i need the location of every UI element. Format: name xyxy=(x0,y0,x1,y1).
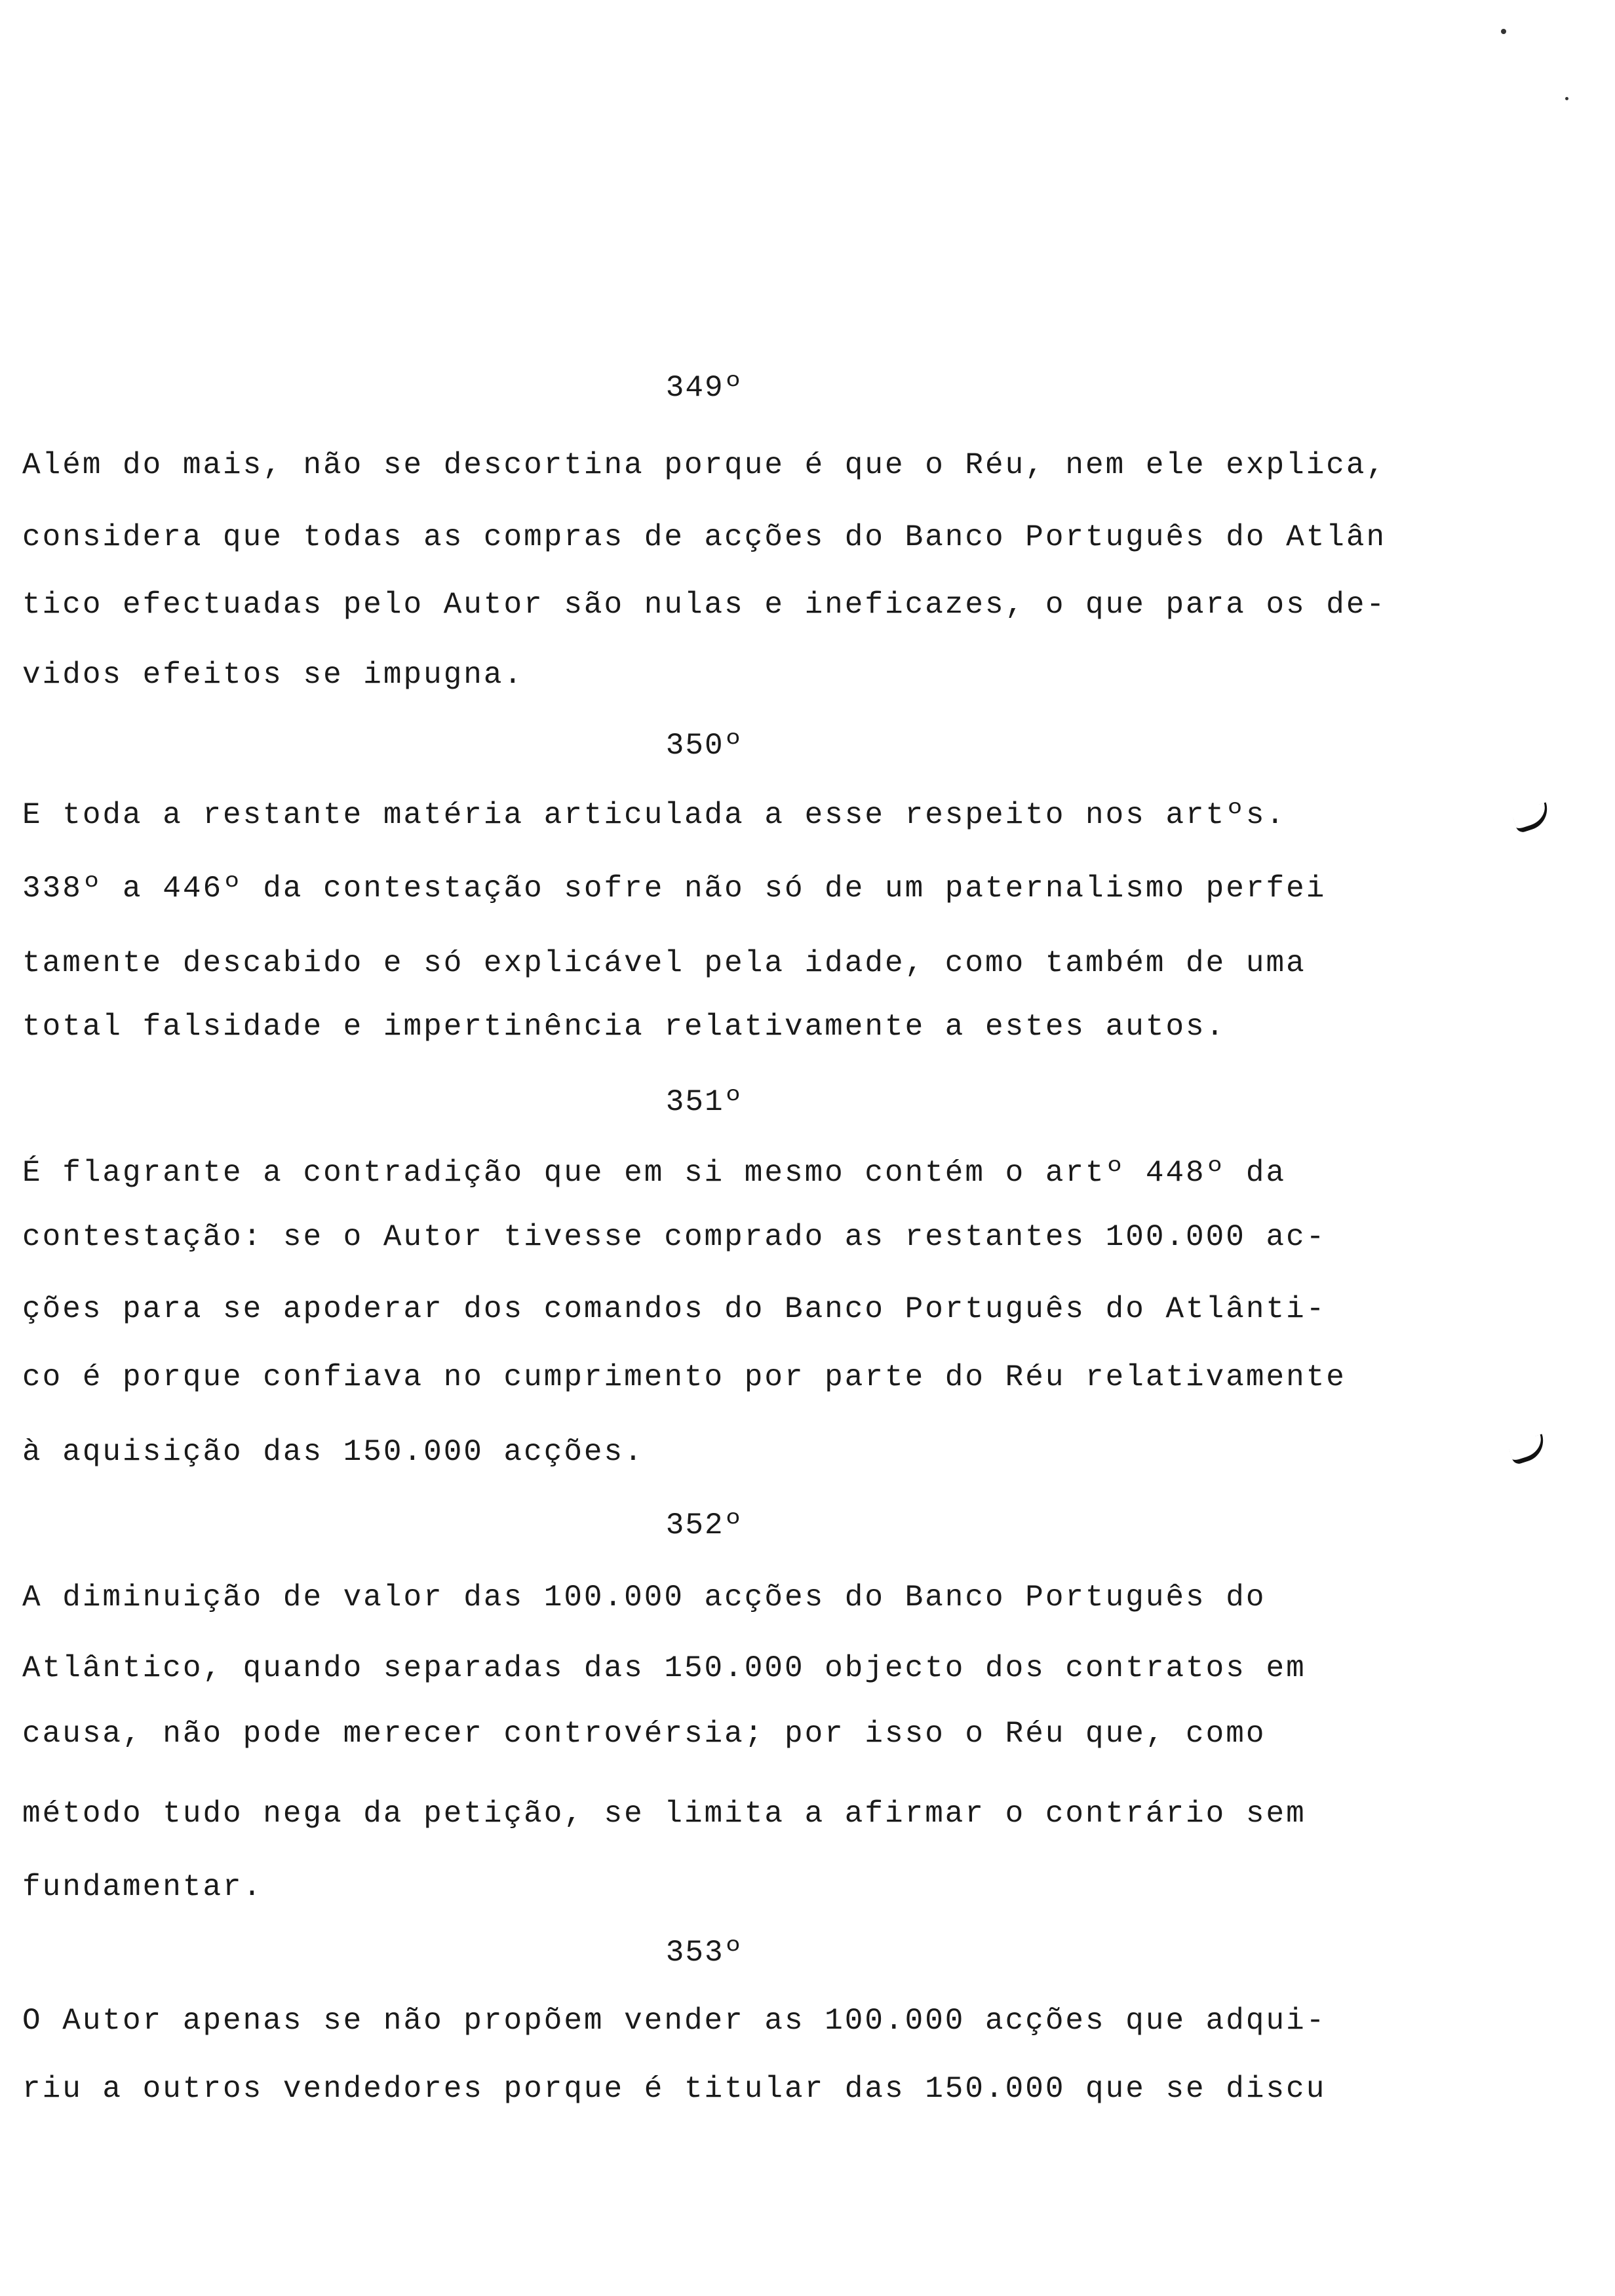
text-line: fundamentar. xyxy=(22,1870,263,1904)
article-number: 350º xyxy=(665,729,744,763)
text-line: tico efectuadas pelo Autor são nulas e ineficazes, o que para os de- xyxy=(22,588,1387,622)
text-line: riu a outros vendedores porque é titular das 150.000 que se discu xyxy=(22,2072,1327,2106)
text-line: ções para se apoderar dos comandos do Banco Português do Atlânti- xyxy=(22,1292,1327,1326)
scan-speck xyxy=(1565,97,1568,100)
text-line: A diminuição de valor das 100.000 acções do Banco Português do xyxy=(22,1580,1266,1615)
text-line: causa, não pode merecer controvérsia; por isso o Réu que, como xyxy=(22,1717,1266,1751)
text-line: contestação: se o Autor tivesse comprado as restantes 100.000 ac- xyxy=(22,1220,1327,1254)
text-line: tamente descabido e só explicável pela idade, como também de uma xyxy=(22,946,1306,980)
text-line: total falsidade e impertinência relativamente a estes autos. xyxy=(22,1010,1226,1044)
text-line: 338º a 446º da contestação sofre não só de um paternalismo perfei xyxy=(22,871,1327,906)
text-line: método tudo nega da petição, se limita a afirmar o contrário sem xyxy=(22,1797,1306,1831)
text-line: O Autor apenas se não propõem vender as 100.000 acções que adqui- xyxy=(22,2004,1327,2038)
article-number: 352º xyxy=(665,1508,744,1542)
text-line: considera que todas as compras de acções do Banco Português do Atlân xyxy=(22,520,1387,554)
text-line: Além do mais, não se descortina porque é que o Réu, nem ele explica, xyxy=(22,448,1387,482)
article-number: 353º xyxy=(665,1936,744,1970)
article-number: 351º xyxy=(665,1085,744,1119)
check-mark-icon xyxy=(1508,1434,1549,1465)
article-number: 349º xyxy=(665,371,744,405)
text-line: É flagrante a contradição que em si mesmo contém o artº 448º da xyxy=(22,1156,1287,1190)
text-line: Atlântico, quando separadas das 150.000 objecto dos contratos em xyxy=(22,1651,1306,1685)
text-line: à aquisição das 150.000 acções. xyxy=(22,1435,644,1469)
text-line: E toda a restante matéria articulada a esse respeito nos artºs. xyxy=(22,798,1287,832)
scan-speck xyxy=(1501,29,1506,34)
check-mark-icon xyxy=(1511,802,1553,833)
text-line: vidos efeitos se impugna. xyxy=(22,658,524,692)
text-line: co é porque confiava no cumprimento por parte do Réu relativamente xyxy=(22,1360,1346,1394)
